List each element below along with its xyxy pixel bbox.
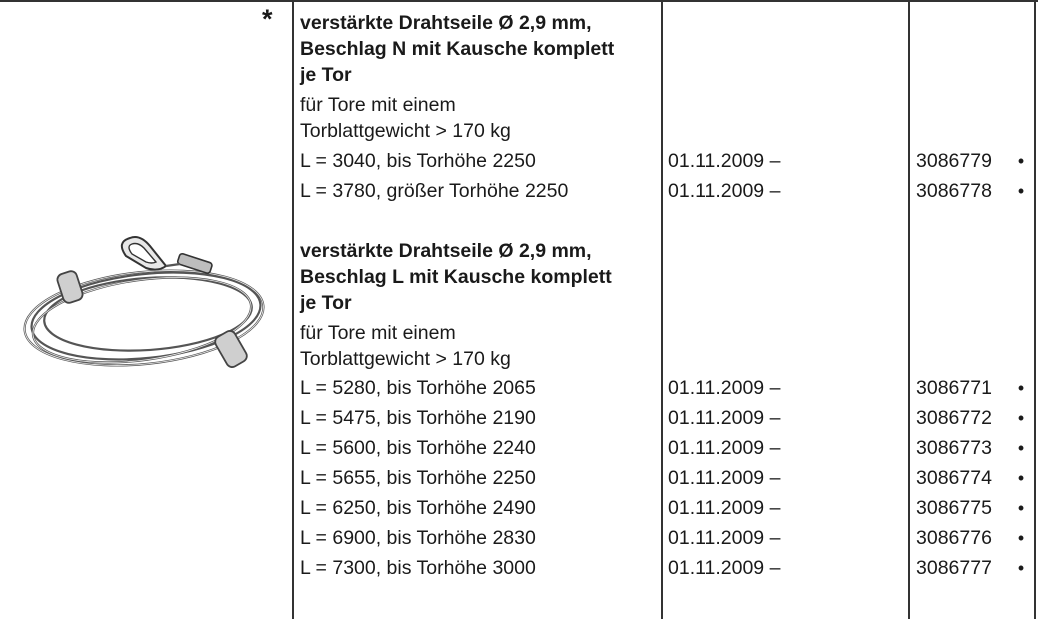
length-spec: L = 7300, bis Torhöhe 3000 xyxy=(300,557,536,579)
availability-bullet: • xyxy=(1017,528,1025,548)
valid-from-date: 01.11.2009 – xyxy=(668,377,781,399)
article-number: 3086775 xyxy=(916,497,992,519)
length-spec: L = 5475, bis Torhöhe 2190 xyxy=(300,407,536,429)
valid-from-date: 01.11.2009 – xyxy=(668,150,781,172)
product-description-line: Torblattgewicht > 170 kg xyxy=(300,120,511,142)
product-title-line: Beschlag L mit Kausche komplett xyxy=(300,266,612,288)
article-number: 3086778 xyxy=(916,180,992,202)
length-spec: L = 5280, bis Torhöhe 2065 xyxy=(300,377,536,399)
valid-from-date: 01.11.2009 – xyxy=(668,497,781,519)
valid-from-date: 01.11.2009 – xyxy=(668,557,781,579)
article-number: 3086777 xyxy=(916,557,992,579)
article-number: 3086776 xyxy=(916,527,992,549)
availability-bullet: • xyxy=(1017,408,1025,428)
table-top-border xyxy=(0,0,1038,2)
product-description-line: Torblattgewicht > 170 kg xyxy=(300,348,511,370)
valid-from-date: 01.11.2009 – xyxy=(668,437,781,459)
article-number: 3086772 xyxy=(916,407,992,429)
availability-bullet: • xyxy=(1017,151,1025,171)
product-title-line: je Tor xyxy=(300,64,352,86)
product-description-line: für Tore mit einem xyxy=(300,322,456,344)
column-divider-1 xyxy=(292,0,294,619)
product-title-line: verstärkte Drahtseile Ø 2,9 mm, xyxy=(300,12,592,34)
length-spec: L = 3040, bis Torhöhe 2250 xyxy=(300,150,536,172)
length-spec: L = 6250, bis Torhöhe 2490 xyxy=(300,497,536,519)
availability-bullet: • xyxy=(1017,468,1025,488)
length-spec: L = 3780, größer Torhöhe 2250 xyxy=(300,180,569,202)
valid-from-date: 01.11.2009 – xyxy=(668,180,781,202)
availability-bullet: • xyxy=(1017,558,1025,578)
availability-bullet: • xyxy=(1017,438,1025,458)
column-divider-4 xyxy=(1034,0,1036,619)
valid-from-date: 01.11.2009 – xyxy=(668,407,781,429)
valid-from-date: 01.11.2009 – xyxy=(668,527,781,549)
asterisk-marker: * xyxy=(262,4,273,34)
column-divider-3 xyxy=(908,0,910,619)
length-spec: L = 5655, bis Torhöhe 2250 xyxy=(300,467,536,489)
product-l-header xyxy=(300,238,660,372)
length-spec: L = 5600, bis Torhöhe 2240 xyxy=(300,437,536,459)
article-number: 3086779 xyxy=(916,150,992,172)
product-title-line: verstärkte Drahtseile Ø 2,9 mm, xyxy=(300,240,592,262)
product-title-line: Beschlag N mit Kausche komplett xyxy=(300,38,615,60)
availability-bullet: • xyxy=(1017,378,1025,398)
availability-bullet: • xyxy=(1017,181,1025,201)
coiled-wire-rope-icon xyxy=(18,228,284,388)
valid-from-date: 01.11.2009 – xyxy=(668,467,781,489)
availability-bullet: • xyxy=(1017,498,1025,518)
product-description-line: für Tore mit einem xyxy=(300,94,456,116)
product-n-header xyxy=(300,10,660,144)
article-number: 3086771 xyxy=(916,377,992,399)
length-spec: L = 6900, bis Torhöhe 2830 xyxy=(300,527,536,549)
column-divider-2 xyxy=(661,0,663,619)
article-number: 3086773 xyxy=(916,437,992,459)
article-number: 3086774 xyxy=(916,467,992,489)
product-title-line: je Tor xyxy=(300,292,352,314)
